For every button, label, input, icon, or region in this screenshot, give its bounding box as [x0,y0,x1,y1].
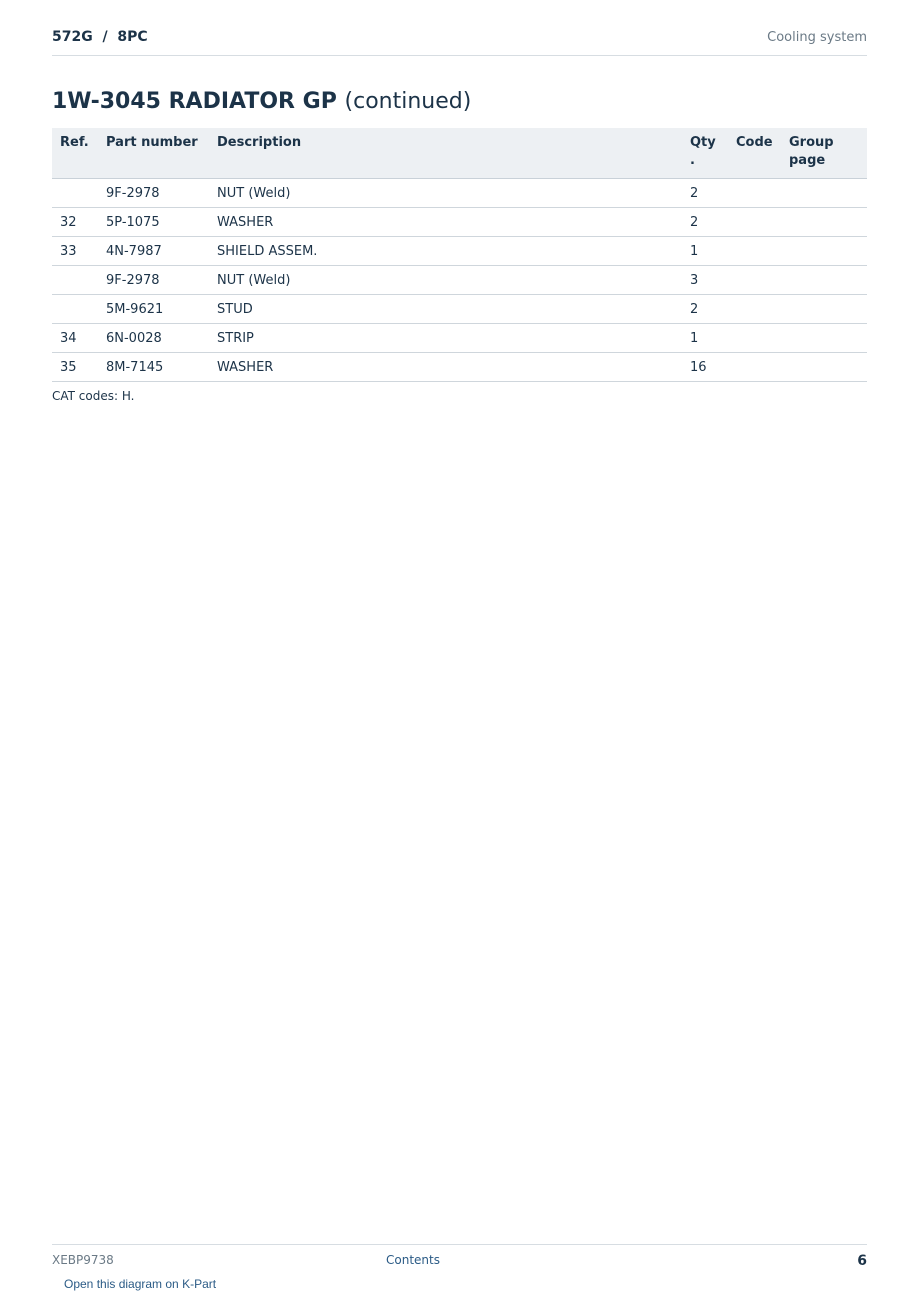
cell-qty: 2 [682,208,728,237]
document-number: XEBP9738 [52,1253,114,1267]
cell-description: STUD [209,295,682,324]
cell-qty: 1 [682,324,728,353]
cell-code [728,237,781,266]
table-header-row [52,128,867,179]
cell-description: WASHER [209,353,682,382]
contents-link[interactable]: Contents [386,1253,440,1267]
col-code: Code [728,128,781,179]
table-row [52,179,867,208]
cell-qty: 1 [682,237,728,266]
model-label: 572G / 8PC [52,29,148,45]
title-main: 1W-3045 RADIATOR GP [52,89,337,114]
cell-ref: 34 [52,324,98,353]
col-qty: Qty . [682,128,728,179]
col-group-page: Group page [781,128,867,179]
page-number: 6 [857,1253,867,1269]
table-row [52,237,867,266]
title-suffix: (continued) [344,89,472,114]
col-part-number: Part number [98,128,209,179]
cell-qty: 2 [682,179,728,208]
col-ref: Ref. [52,128,98,179]
cell-group-page [781,266,867,295]
cell-part-number: 8M-7145 [98,353,209,382]
kpart-link[interactable]: Open this diagram on K-Part [64,1277,217,1291]
cell-ref [52,295,98,324]
cell-code [728,353,781,382]
cell-group-page [781,353,867,382]
cell-group-page [781,324,867,353]
cell-description: NUT (Weld) [209,266,682,295]
cell-description: SHIELD ASSEM. [209,237,682,266]
cell-description: STRIP [209,324,682,353]
cell-group-page [781,295,867,324]
cell-group-page [781,179,867,208]
cell-ref: 33 [52,237,98,266]
cell-part-number: 9F-2978 [98,266,209,295]
cell-code [728,179,781,208]
cell-group-page [781,208,867,237]
table-row [52,266,867,295]
parts-table [52,128,867,382]
cell-ref: 32 [52,208,98,237]
cell-ref [52,179,98,208]
cell-ref [52,266,98,295]
cell-code [728,324,781,353]
table-row [52,295,867,324]
cell-code [728,295,781,324]
cell-part-number: 5P-1075 [98,208,209,237]
cell-qty: 2 [682,295,728,324]
cat-codes-note: CAT codes: H. [52,389,135,403]
cell-ref: 35 [52,353,98,382]
section-label: Cooling system [767,30,867,45]
table-row [52,353,867,382]
cell-code [728,266,781,295]
table-row [52,324,867,353]
cell-group-page [781,237,867,266]
cell-part-number: 9F-2978 [98,179,209,208]
cell-description: NUT (Weld) [209,179,682,208]
cell-description: WASHER [209,208,682,237]
col-description: Description [209,128,682,179]
page-footer [52,1244,867,1300]
cell-qty: 16 [682,353,728,382]
cell-part-number: 4N-7987 [98,237,209,266]
cell-part-number: 5M-9621 [98,295,209,324]
page-header [52,28,867,56]
cell-part-number: 6N-0028 [98,324,209,353]
cell-qty: 3 [682,266,728,295]
table-row [52,208,867,237]
page-title [52,89,471,114]
cell-code [728,208,781,237]
